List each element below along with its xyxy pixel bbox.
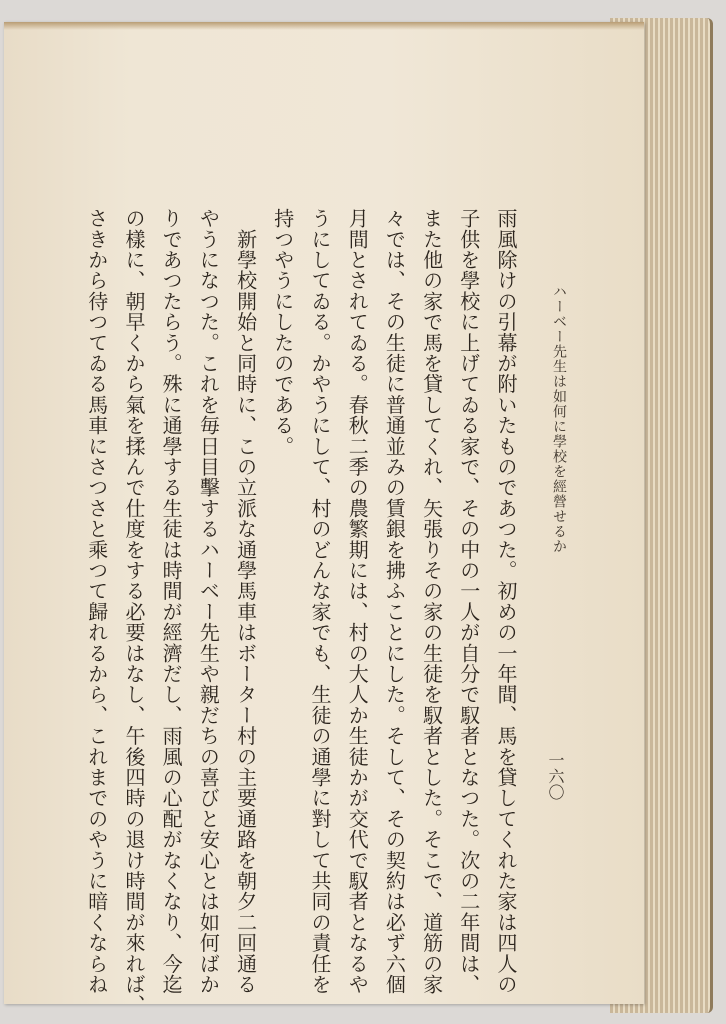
- text-line: うにしてゐる。かやうにして、村のどんな家でも、生徒の通學に對して共同の責任を: [307, 208, 332, 995]
- page-number: 一六〇: [546, 752, 565, 800]
- text-line: また他の家で馬を貸してくれ、矢張りその家の生徒を馭者とした。そこで、道筋の家: [419, 208, 444, 995]
- text-line: りであつたらう。殊に通學する生徒は時間が經濟だし、雨風の心配がなくなり、今迄: [159, 208, 184, 995]
- text-line: 雨風除けの引幕が附いたものであつた。初めの一年間、馬を貸してくれた家は四人の: [494, 208, 518, 995]
- body-text: [84, 208, 524, 1016]
- book-page: [4, 22, 644, 1016]
- text-line: 々では、その生徒に普通並みの賃銀を拂ふことにした。そして、その契約は必ず六個: [382, 208, 407, 995]
- text-line: の樣に、朝早くから氣を揉んで仕度をする必要はなし、午後四時の退け時間が來れば、: [121, 208, 146, 1016]
- text-line: 新學校開始と同時に、この立派な通學馬車はボーター村の主要通路を朝夕二回通る: [233, 208, 258, 995]
- text-line: さきから待つてゐる馬車にさつさと乘つて歸れるから、これまでのやうに暗くならね: [84, 208, 109, 995]
- text-line: 持つやうにしたのである。: [270, 208, 295, 457]
- text-line: 月間とされてゐる。春秋二季の農繁期には、村の大人か生徒かが交代で馭者となるや: [345, 208, 370, 995]
- text-line: 子供を學校に上げてゐる家で、その中の一人が自分で馭者となつた。次の二年間は、: [456, 208, 481, 995]
- running-title: ハーベー先生は如何に學校を經營せるか: [551, 284, 567, 554]
- text-line: やうになつた。これを毎日目擊するハーベー先生や親だちの喜びと安心とは如何ばか: [196, 208, 221, 995]
